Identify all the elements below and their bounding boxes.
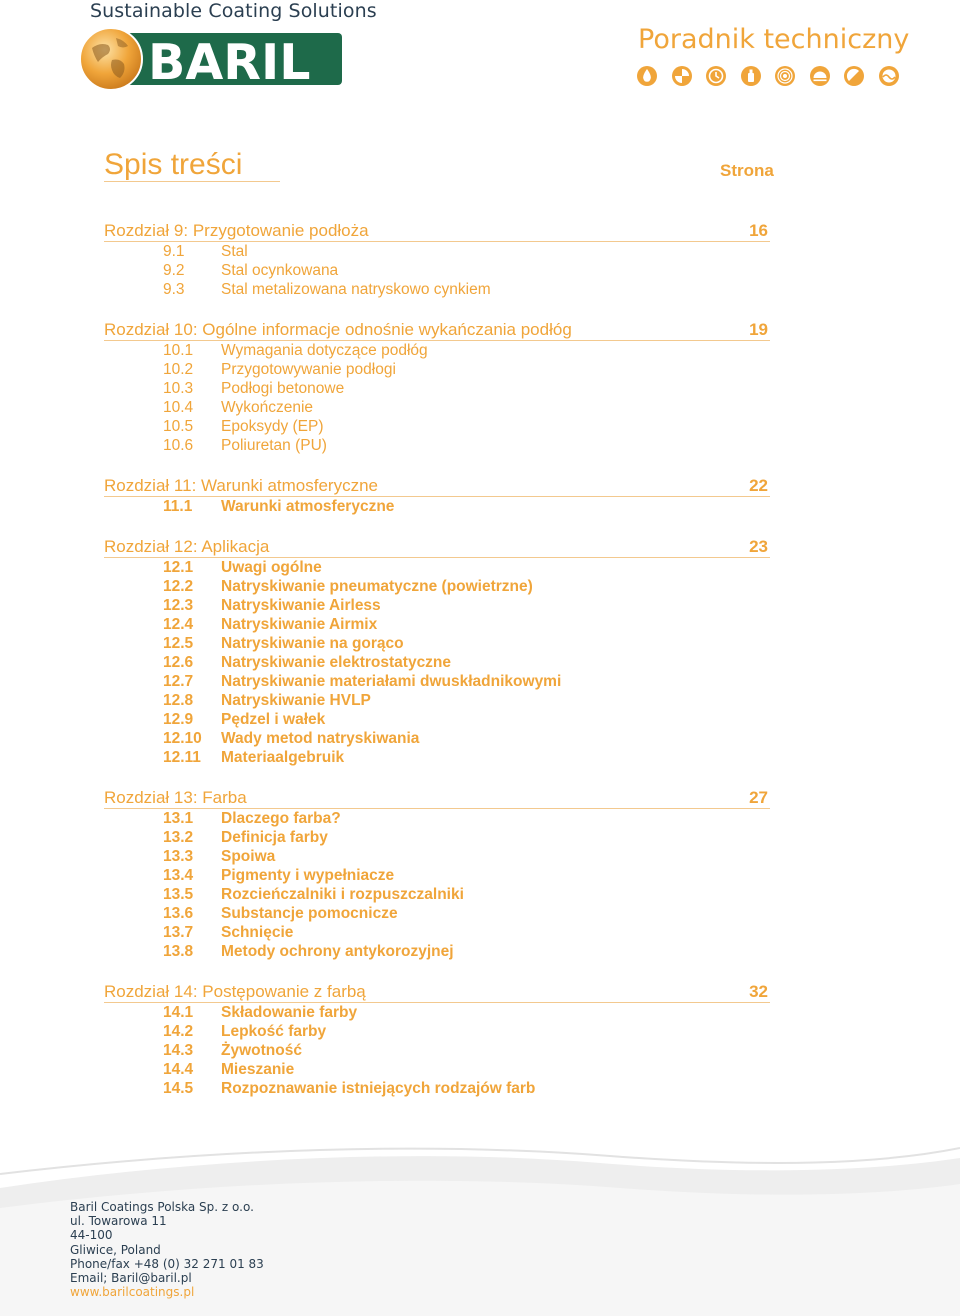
subsection-label: Materiaalgebruik xyxy=(221,749,345,766)
subsection-number: 12.9 xyxy=(163,711,194,728)
subsection-label: Natryskiwanie elektrostatyczne xyxy=(221,654,452,671)
toc-chapter xyxy=(104,787,770,961)
subsection-label: Rozpoznawanie istniejących rodzajów farb xyxy=(221,1080,536,1097)
toc-subsection[interactable] xyxy=(104,261,770,280)
subsection-number: 13.1 xyxy=(163,810,194,827)
subsection-number: 9.2 xyxy=(163,262,185,279)
subsection-number: 12.8 xyxy=(163,692,194,709)
subsection-number: 13.5 xyxy=(163,886,194,903)
toc-subsection[interactable] xyxy=(104,280,770,299)
chapter-heading-row[interactable] xyxy=(104,536,770,558)
toc-subsection[interactable] xyxy=(104,1060,770,1079)
baril-logo-wordmark: BARIL xyxy=(148,34,311,91)
toc-subsection[interactable] xyxy=(104,1079,770,1098)
chapter-title: Rozdział 12: Aplikacja xyxy=(104,537,270,556)
subsection-label: Natryskiwanie Airmix xyxy=(221,616,378,633)
toc-subsection[interactable] xyxy=(104,341,770,360)
chapter-page-number: 16 xyxy=(749,221,768,240)
chapter-title: Rozdział 9: Przygotowanie podłoża xyxy=(104,221,369,240)
subsection-label: Stal ocynkowana xyxy=(221,262,339,279)
chapter-page-number: 27 xyxy=(749,788,768,807)
toc-subsection[interactable] xyxy=(104,577,770,596)
toc-subsection[interactable] xyxy=(104,923,770,942)
toc-subsection[interactable] xyxy=(104,710,770,729)
toc-chapter xyxy=(104,475,770,516)
subsection-label: Natryskiwanie na gorąco xyxy=(221,635,404,652)
toc-subsection[interactable] xyxy=(104,942,770,961)
toc-subsection[interactable] xyxy=(104,242,770,261)
table-of-contents xyxy=(104,220,770,1118)
subsection-label: Podłogi betonowe xyxy=(221,380,345,397)
toc-subsection[interactable] xyxy=(104,596,770,615)
subsection-number: 10.6 xyxy=(163,437,194,454)
subsection-label: Definicja farby xyxy=(221,829,328,846)
city: Gliwice, Poland xyxy=(70,1242,161,1257)
subsection-label: Żywotność xyxy=(221,1042,302,1059)
bottle-icon xyxy=(740,65,762,87)
subsection-number: 13.4 xyxy=(163,867,194,884)
target-icon xyxy=(774,65,796,87)
subsection-number: 12.6 xyxy=(163,654,194,671)
chapter-title: Rozdział 14: Postępowanie z farbą xyxy=(104,982,366,1001)
toc-subsection[interactable] xyxy=(104,729,770,748)
toc-subsection[interactable] xyxy=(104,653,770,672)
subsection-number: 14.1 xyxy=(163,1004,194,1021)
subsection-number: 10.2 xyxy=(163,361,194,378)
company-name: Baril Coatings Polska Sp. z o.o. xyxy=(70,1200,254,1214)
drop-icon xyxy=(636,65,658,87)
chapter-heading-row[interactable] xyxy=(104,981,770,1003)
subsection-label: Natryskiwanie Airless xyxy=(221,597,381,614)
subsection-number: 9.3 xyxy=(163,281,185,298)
subsection-number: 14.5 xyxy=(163,1080,194,1097)
subsection-label: Uwagi ogólne xyxy=(221,559,322,576)
subsection-number: 12.1 xyxy=(163,559,194,576)
subsection-label: Pigmenty i wypełniacze xyxy=(221,867,395,884)
subsection-label: Natryskiwanie materiałami dwuskładnikowymi xyxy=(221,673,562,690)
subsection-number: 13.7 xyxy=(163,924,194,941)
category-icon-row xyxy=(636,64,912,88)
subsection-label: Składowanie farby xyxy=(221,1004,358,1021)
subsection-label: Rozcieńczalniki i rozpuszczalniki xyxy=(221,886,464,903)
subsection-number: 12.7 xyxy=(163,673,194,690)
half-circle-icon xyxy=(843,65,865,87)
page-column-header: Strona xyxy=(720,161,774,180)
chapter-title: Rozdział 10: Ogólne informacje odnośnie wykańczania podłóg xyxy=(104,320,572,339)
subsection-label: Epoksydy (EP) xyxy=(221,418,324,435)
toc-subsection[interactable] xyxy=(104,866,770,885)
subsection-label: Natryskiwanie pneumatyczne (powietrzne) xyxy=(221,578,533,595)
toc-subsection[interactable] xyxy=(104,360,770,379)
toc-subsection[interactable] xyxy=(104,1041,770,1060)
chapter-title: Rozdział 13: Farba xyxy=(104,788,247,807)
chapter-page-number: 23 xyxy=(749,537,768,556)
subsection-label: Wymagania dotyczące podłóg xyxy=(221,342,428,359)
chapter-page-number: 22 xyxy=(749,476,768,495)
subsection-number: 13.3 xyxy=(163,848,194,865)
guide-title: Poradnik techniczny xyxy=(638,24,910,55)
toc-subsection[interactable] xyxy=(104,847,770,866)
subsection-number: 12.10 xyxy=(163,730,202,747)
toc-subsection[interactable] xyxy=(104,672,770,691)
chapter-page-number: 19 xyxy=(749,320,768,339)
subsection-label: Przygotowywanie podłogi xyxy=(221,361,396,378)
subsection-number: 10.5 xyxy=(163,418,194,435)
subsection-label: Wykończenie xyxy=(221,399,314,416)
toc-subsection[interactable] xyxy=(104,1022,770,1041)
toc-chapter xyxy=(104,536,770,767)
subsection-label: Metody ochrony antykorozyjnej xyxy=(221,943,454,960)
company-address xyxy=(70,1200,264,1299)
subsection-number: 12.2 xyxy=(163,578,194,595)
subsection-number: 10.1 xyxy=(163,342,194,359)
phone-fax: Phone/fax +48 (0) 32 271 01 83 xyxy=(70,1256,264,1271)
subsection-number: 13.6 xyxy=(163,905,194,922)
toc-chapter xyxy=(104,319,770,455)
toc-subsection[interactable] xyxy=(104,558,770,577)
subsection-label: Mieszanie xyxy=(221,1061,295,1078)
toc-title-underline xyxy=(104,181,280,182)
subsection-label: Warunki atmosferyczne xyxy=(221,498,395,515)
toc-subsection[interactable] xyxy=(104,885,770,904)
toc-subsection[interactable] xyxy=(104,1003,770,1022)
baril-logo xyxy=(78,26,344,92)
toc-subsection[interactable] xyxy=(104,615,770,634)
subsection-number: 12.4 xyxy=(163,616,194,633)
subsection-number: 12.3 xyxy=(163,597,194,614)
subsection-label: Stal xyxy=(221,243,248,260)
subsection-number: 14.3 xyxy=(163,1042,194,1059)
toc-subsection[interactable] xyxy=(104,379,770,398)
toc-subsection[interactable] xyxy=(104,497,770,516)
subsection-number: 14.2 xyxy=(163,1023,194,1040)
toc-title: Spis treści xyxy=(104,148,243,181)
subsection-number: 10.3 xyxy=(163,380,194,397)
toc-subsection[interactable] xyxy=(104,634,770,653)
postal-code: 44-100 xyxy=(70,1228,113,1243)
toc-subsection[interactable] xyxy=(104,691,770,710)
email[interactable]: Email; Baril@baril.pl xyxy=(70,1271,192,1286)
subsection-label: Wady metod natryskiwania xyxy=(221,730,420,747)
subsection-label: Schnięcie xyxy=(221,924,294,941)
subsection-number: 11.1 xyxy=(163,498,193,515)
website-link[interactable]: www.barilcoatings.pl xyxy=(70,1285,195,1300)
subsection-number: 10.4 xyxy=(163,399,194,416)
subsection-label: Dlaczego farba? xyxy=(221,810,341,827)
wave-icon xyxy=(878,65,900,87)
quadrant-icon xyxy=(671,65,693,87)
toc-chapter xyxy=(104,220,770,299)
clock-icon xyxy=(705,65,727,87)
chapter-title: Rozdział 11: Warunki atmosferyczne xyxy=(104,476,378,495)
subsection-number: 12.5 xyxy=(163,635,194,652)
subsection-number: 14.4 xyxy=(163,1061,194,1078)
subsection-label: Lepkość farby xyxy=(221,1023,327,1040)
subsection-label: Stal metalizowana natryskowo cynkiem xyxy=(221,281,491,298)
subsection-number: 12.11 xyxy=(163,749,201,766)
chapter-heading-row[interactable] xyxy=(104,475,770,497)
subsection-label: Spoiwa xyxy=(221,848,276,865)
chapter-heading-row[interactable] xyxy=(104,319,770,341)
toc-subsection[interactable] xyxy=(104,398,770,417)
company-tagline: Sustainable Coating Solutions xyxy=(90,0,377,22)
subsection-label: Substancje pomocnicze xyxy=(221,905,398,922)
toc-subsection[interactable] xyxy=(104,748,770,767)
gauge-icon xyxy=(809,65,831,87)
toc-subsection[interactable] xyxy=(104,809,770,828)
subsection-label: Natryskiwanie HVLP xyxy=(221,692,371,709)
toc-subsection[interactable] xyxy=(104,436,770,455)
chapter-page-number: 32 xyxy=(749,982,768,1001)
subsection-label: Poliuretan (PU) xyxy=(221,437,327,454)
chapter-heading-row[interactable] xyxy=(104,220,770,242)
toc-chapter xyxy=(104,981,770,1098)
toc-subsection[interactable] xyxy=(104,904,770,923)
subsection-label: Pędzel i wałek xyxy=(221,711,326,728)
toc-subsection[interactable] xyxy=(104,828,770,847)
subsection-number: 9.1 xyxy=(163,243,185,260)
subsection-number: 13.8 xyxy=(163,943,194,960)
toc-subsection[interactable] xyxy=(104,417,770,436)
street-address: ul. Towarowa 11 xyxy=(70,1214,167,1229)
subsection-number: 13.2 xyxy=(163,829,194,846)
chapter-heading-row[interactable] xyxy=(104,787,770,809)
